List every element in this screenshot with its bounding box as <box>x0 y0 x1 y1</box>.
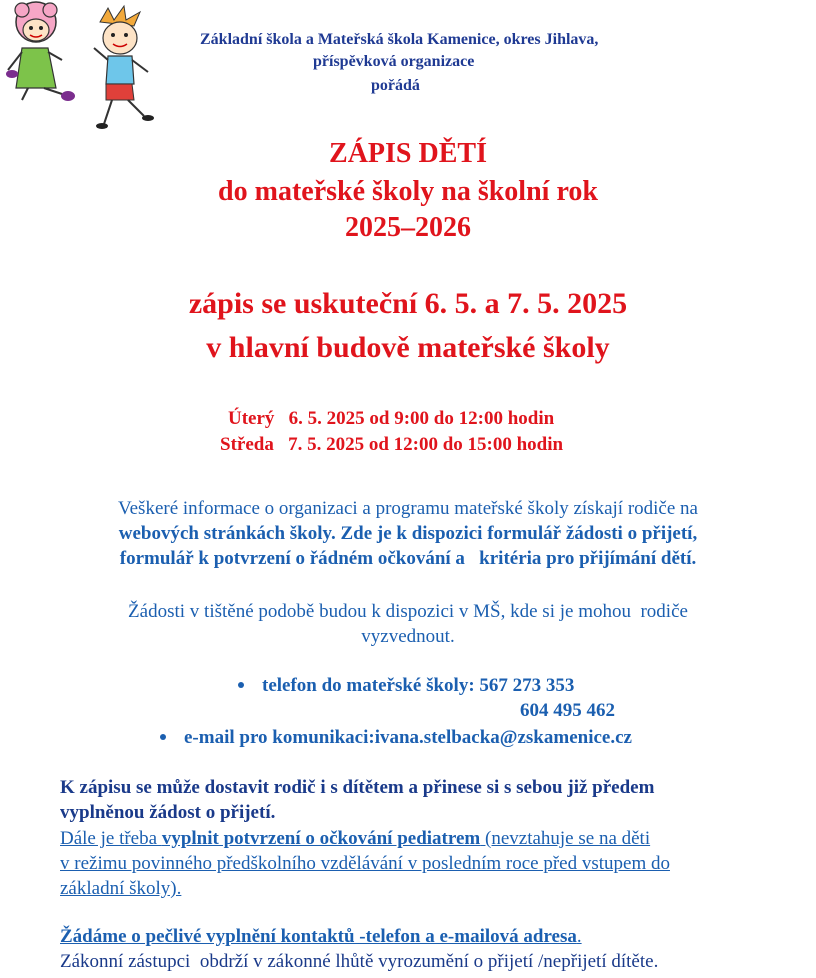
organizes-label: pořádá <box>371 77 420 94</box>
note-vaccination-line1 <box>60 826 772 851</box>
bullet-icon <box>160 734 166 740</box>
vaccination-line3-text: základní školy). <box>60 878 182 899</box>
title-line1: ZÁPIS DĚTÍ <box>329 138 487 169</box>
children-illustration <box>0 0 165 135</box>
school-name-line1: Základní škola a Mateřská škola Kamenice, okres Jihlava, <box>200 31 599 48</box>
paper-forms-line2: vyzvednout. <box>361 626 455 647</box>
note-contacts <box>60 924 582 949</box>
note-attendance-line2: vyplněnou žádost o přijetí. <box>60 802 276 823</box>
title-line3: 2025–2026 <box>345 212 471 243</box>
phone-text: telefon do mateřské školy: 567 273 353 <box>262 675 575 696</box>
time-wednesday: Středa 7. 5. 2025 od 12:00 do 15:00 hodin <box>220 434 564 455</box>
vaccination-prefix: Dále je třeba <box>60 828 162 849</box>
phone-item <box>238 673 574 698</box>
time-tuesday: Úterý 6. 5. 2025 od 9:00 do 12:00 hodin <box>228 408 555 429</box>
event-line2: v hlavní budově mateřské školy <box>206 331 610 364</box>
email-item <box>160 725 632 750</box>
info-line2: webových stránkách školy. Zde je k dispozici formulář žádosti o přijetí, <box>118 523 698 544</box>
title-line2: do mateřské školy na školní rok <box>218 176 598 207</box>
bullet-icon <box>238 682 244 688</box>
contacts-request-tail: . <box>576 926 582 947</box>
note-vaccination-line2 <box>60 851 670 876</box>
girl-figure <box>6 2 75 101</box>
contacts-request-bold: Žádáme o pečlivé vyplnění kontaktů -telefon a e-mailová adresa <box>60 926 577 947</box>
email-text: e-mail pro komunikaci:ivana.stelbacka@zskamenice.cz <box>184 727 632 748</box>
vaccination-rest: (nevztahuje se na děti <box>480 828 651 849</box>
school-name-line2: příspěvková organizace <box>313 53 475 70</box>
paper-forms-line1: Žádosti v tištěné podobě budou k dispozici v MŠ, kde si je mohou rodiče <box>128 601 688 622</box>
note-attendance-line1: K zápisu se může dostavit rodič i s dítětem a přinese si s sebou již předem <box>60 777 655 798</box>
phone-second: 604 495 462 <box>520 700 615 721</box>
boy-figure <box>94 6 154 129</box>
info-line1: Veškeré informace o organizaci a programu mateřské školy získají rodiče na <box>118 498 698 519</box>
info-line3: formulář k potvrzení o řádném očkování a kritéria pro přijímání dětí. <box>119 548 697 569</box>
note-decision: Zákonní zástupci obdrží v zákonné lhůtě vyrozumění o přijetí /nepřijetí dítěte. <box>60 951 659 972</box>
event-line1: zápis se uskuteční 6. 5. a 7. 5. 2025 <box>188 287 628 320</box>
note-vaccination-line3 <box>60 876 181 901</box>
vaccination-bold: vyplnit potvrzení o očkování pediatrem <box>161 828 481 849</box>
vaccination-line2-text: v režimu povinného předškolního vzdělávání v posledním roce před vstupem do <box>60 853 670 874</box>
